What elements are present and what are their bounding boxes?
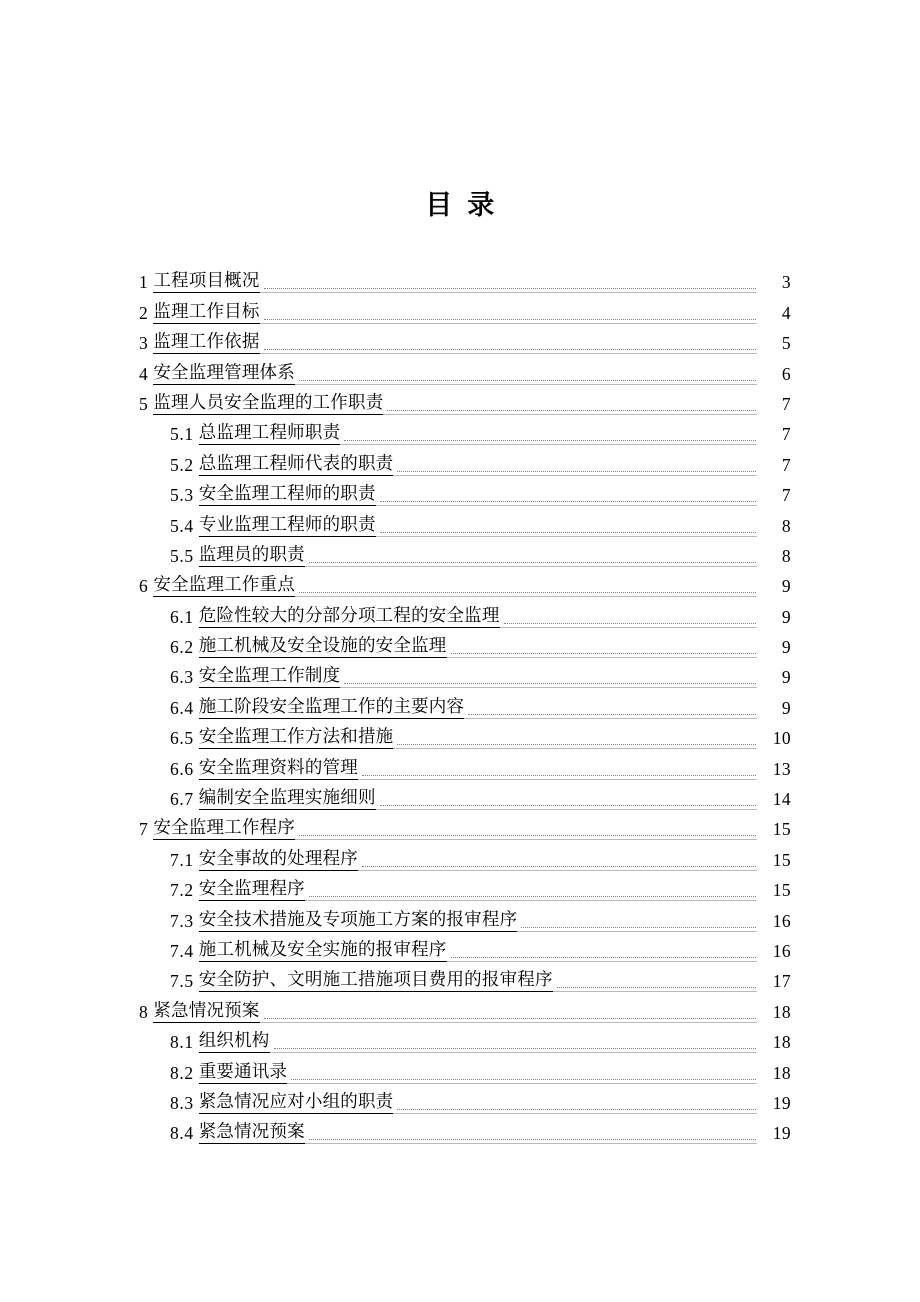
toc-entry-number: 6 <box>139 576 149 597</box>
toc-leader-dots <box>305 1125 757 1144</box>
toc-entry-title[interactable]: 安全防护、文明施工措施项目费用的报审程序 <box>199 968 553 992</box>
toc-entry-page-number: 9 <box>781 576 791 597</box>
toc-entry[interactable] <box>139 780 791 810</box>
toc-entry[interactable] <box>139 537 791 567</box>
toc-entry-title[interactable]: 紧急情况预案 <box>199 1120 305 1144</box>
toc-entry-page-number: 14 <box>772 789 791 810</box>
toc-entry-number: 1 <box>139 272 149 293</box>
toc-entry-number: 5 <box>139 393 149 414</box>
toc-entry-number: 7.3 <box>170 910 194 931</box>
toc-entry-title[interactable]: 施工阶段安全监理工作的主要内容 <box>199 695 465 719</box>
toc-leader-dots <box>447 639 758 658</box>
toc-entry-page-number: 8 <box>781 515 791 536</box>
toc-leader-dots <box>358 761 757 780</box>
toc-entry-title[interactable]: 总监理工程师代表的职责 <box>199 452 394 476</box>
toc-entry-title[interactable]: 安全监理管理体系 <box>153 361 295 385</box>
toc-entry-number: 8.2 <box>170 1062 194 1083</box>
toc-entry-number: 7.2 <box>170 880 194 901</box>
toc-entry[interactable] <box>139 445 791 475</box>
toc-entry[interactable] <box>139 688 791 718</box>
toc-leader-dots <box>517 913 757 932</box>
toc-leader-dots <box>383 396 757 415</box>
toc-entry[interactable] <box>139 871 791 901</box>
toc-leader-dots <box>464 700 757 719</box>
toc-entry-page-number: 7 <box>781 424 791 445</box>
toc-entry-number: 4 <box>139 363 149 384</box>
toc-entry-number: 5.4 <box>170 515 194 536</box>
toc-entry-number: 7 <box>139 819 149 840</box>
toc-entry-page-number: 7 <box>781 454 791 475</box>
toc-entry[interactable] <box>139 992 791 1022</box>
toc-entry-title[interactable]: 安全监理资料的管理 <box>199 756 358 780</box>
toc-entry-page-number: 18 <box>772 1001 791 1022</box>
toc-entry-page-number: 19 <box>772 1092 791 1113</box>
toc-entry-title[interactable]: 紧急情况应对小组的职责 <box>199 1090 394 1114</box>
toc-entry-number: 8.4 <box>170 1123 194 1144</box>
toc-entry[interactable] <box>139 354 791 384</box>
toc-entry-page-number: 13 <box>772 758 791 779</box>
toc-entry-number: 6.4 <box>170 697 194 718</box>
toc-entry-page-number: 18 <box>772 1062 791 1083</box>
toc-entry-page-number: 9 <box>781 697 791 718</box>
toc-leader-dots <box>500 609 757 628</box>
toc-entry[interactable] <box>139 476 791 506</box>
toc-leader-dots <box>393 457 757 476</box>
toc-leader-dots <box>340 426 757 445</box>
toc-entry[interactable] <box>139 901 791 931</box>
toc-entry-page-number: 19 <box>772 1123 791 1144</box>
toc-entry[interactable] <box>139 415 791 445</box>
toc-entry-number: 6.1 <box>170 606 194 627</box>
toc-entry[interactable] <box>139 567 791 597</box>
toc-entry-title[interactable]: 安全事故的处理程序 <box>199 847 358 871</box>
toc-entry[interactable] <box>139 1114 791 1144</box>
toc-entry-page-number: 16 <box>772 940 791 961</box>
toc-entry-page-number: 9 <box>781 606 791 627</box>
toc-entry-title[interactable]: 安全监理程序 <box>199 877 305 901</box>
toc-entry-page-number: 3 <box>781 272 791 293</box>
toc-entry-title[interactable]: 紧急情况预案 <box>153 999 259 1023</box>
toc-entry-page-number: 15 <box>772 849 791 870</box>
toc-leader-dots <box>376 518 757 537</box>
toc-entry-title[interactable]: 专业监理工程师的职责 <box>199 513 376 537</box>
toc-entry[interactable] <box>139 385 791 415</box>
toc-entry[interactable] <box>139 597 791 627</box>
toc-entry-title[interactable]: 施工机械及安全实施的报审程序 <box>199 938 447 962</box>
toc-entry-number: 6.6 <box>170 758 194 779</box>
toc-leader-dots <box>260 274 757 293</box>
toc-entry-title[interactable]: 安全监理工作程序 <box>153 816 295 840</box>
toc-leader-dots <box>376 791 757 810</box>
toc-entry[interactable] <box>139 506 791 536</box>
toc-entry-title[interactable]: 工程项目概况 <box>153 269 259 293</box>
toc-entry-page-number: 15 <box>772 880 791 901</box>
toc-entry-page-number: 6 <box>781 363 791 384</box>
toc-entry[interactable] <box>139 263 791 293</box>
toc-entry-number: 5.2 <box>170 454 194 475</box>
toc-entry[interactable] <box>139 324 791 354</box>
toc-entry[interactable] <box>139 840 791 870</box>
toc-entry[interactable] <box>139 932 791 962</box>
toc-entry-title[interactable]: 监理人员安全监理的工作职责 <box>153 391 383 415</box>
toc-leader-dots <box>260 335 757 354</box>
toc-leader-dots <box>295 366 757 385</box>
toc-entry-number: 7.1 <box>170 849 194 870</box>
toc-leader-dots <box>260 1004 757 1023</box>
toc-entry-title[interactable]: 编制安全监理实施细则 <box>199 786 376 810</box>
toc-entry-number: 5.5 <box>170 545 194 566</box>
toc-entry-number: 6.7 <box>170 789 194 810</box>
toc-entry-number: 6.5 <box>170 728 194 749</box>
toc-entry-page-number: 5 <box>781 333 791 354</box>
toc-entry-number: 3 <box>139 333 149 354</box>
toc-entry[interactable] <box>139 628 791 658</box>
toc-entry-title[interactable]: 组织机构 <box>199 1029 270 1053</box>
toc-leader-dots <box>305 882 757 901</box>
toc-leader-dots <box>305 548 757 567</box>
toc-entry-number: 7.4 <box>170 940 194 961</box>
toc-entry-number: 7.5 <box>170 971 194 992</box>
toc-entry[interactable] <box>139 1023 791 1053</box>
toc-entry-number: 8.1 <box>170 1032 194 1053</box>
toc-entry-page-number: 16 <box>772 910 791 931</box>
toc-entry-title[interactable]: 监理员的职责 <box>199 543 305 567</box>
toc-entry[interactable] <box>139 1053 791 1083</box>
toc-entry-page-number: 17 <box>772 971 791 992</box>
toc-entry-number: 2 <box>139 302 149 323</box>
toc-entry-title[interactable]: 安全监理工作重点 <box>153 573 295 597</box>
toc-entry-number: 8.3 <box>170 1092 194 1113</box>
toc-entry-title[interactable]: 危险性较大的分部分项工程的安全监理 <box>199 604 500 628</box>
toc-leader-dots <box>393 1095 757 1114</box>
toc-entry-number: 5.3 <box>170 485 194 506</box>
toc-leader-dots <box>340 669 757 688</box>
toc-entry-page-number: 10 <box>772 728 791 749</box>
toc-leader-dots <box>358 852 757 871</box>
toc-leader-dots <box>295 578 757 597</box>
toc-entry[interactable] <box>139 810 791 840</box>
toc-entry-page-number: 7 <box>781 393 791 414</box>
page-title: 目 录 <box>425 190 495 220</box>
toc-entry-number: 8 <box>139 1001 149 1022</box>
toc-leader-dots <box>295 821 757 840</box>
toc-entry-title[interactable]: 安全监理工作方法和措施 <box>199 725 394 749</box>
toc-entry-number: 6.3 <box>170 667 194 688</box>
toc-entry-page-number: 7 <box>781 485 791 506</box>
toc-entry-title[interactable]: 总监理工程师职责 <box>199 421 341 445</box>
toc-entry-page-number: 8 <box>781 545 791 566</box>
toc-entry[interactable] <box>139 749 791 779</box>
toc-entry-title[interactable]: 安全监理工程师的职责 <box>199 482 376 506</box>
toc-leader-dots <box>270 1034 758 1053</box>
toc-entry-number: 6.2 <box>170 637 194 658</box>
toc-leader-dots <box>260 305 757 324</box>
toc-entry-page-number: 15 <box>772 819 791 840</box>
toc-entry-number: 5.1 <box>170 424 194 445</box>
toc-entry-title[interactable]: 监理工作目标 <box>153 300 259 324</box>
toc-entry[interactable] <box>139 658 791 688</box>
table-of-contents <box>139 263 791 1144</box>
toc-leader-dots <box>447 943 758 962</box>
toc-entry-title[interactable]: 重要通讯录 <box>199 1060 288 1084</box>
toc-leader-dots <box>393 730 757 749</box>
toc-entry-title[interactable]: 安全技术措施及专项施工方案的报审程序 <box>199 908 518 932</box>
toc-entry-page-number: 4 <box>781 302 791 323</box>
toc-entry-title[interactable]: 施工机械及安全设施的安全监理 <box>199 634 447 658</box>
toc-entry-page-number: 9 <box>781 667 791 688</box>
toc-entry-title[interactable]: 监理工作依据 <box>153 330 259 354</box>
toc-entry[interactable] <box>139 719 791 749</box>
toc-entry-page-number: 9 <box>781 637 791 658</box>
toc-entry-title[interactable]: 安全监理工作制度 <box>199 664 341 688</box>
toc-entry[interactable] <box>139 293 791 323</box>
toc-leader-dots <box>553 973 757 992</box>
toc-entry-page-number: 18 <box>772 1032 791 1053</box>
toc-entry[interactable] <box>139 1084 791 1114</box>
toc-leader-dots <box>376 487 757 506</box>
toc-leader-dots <box>287 1065 757 1084</box>
toc-entry[interactable] <box>139 962 791 992</box>
